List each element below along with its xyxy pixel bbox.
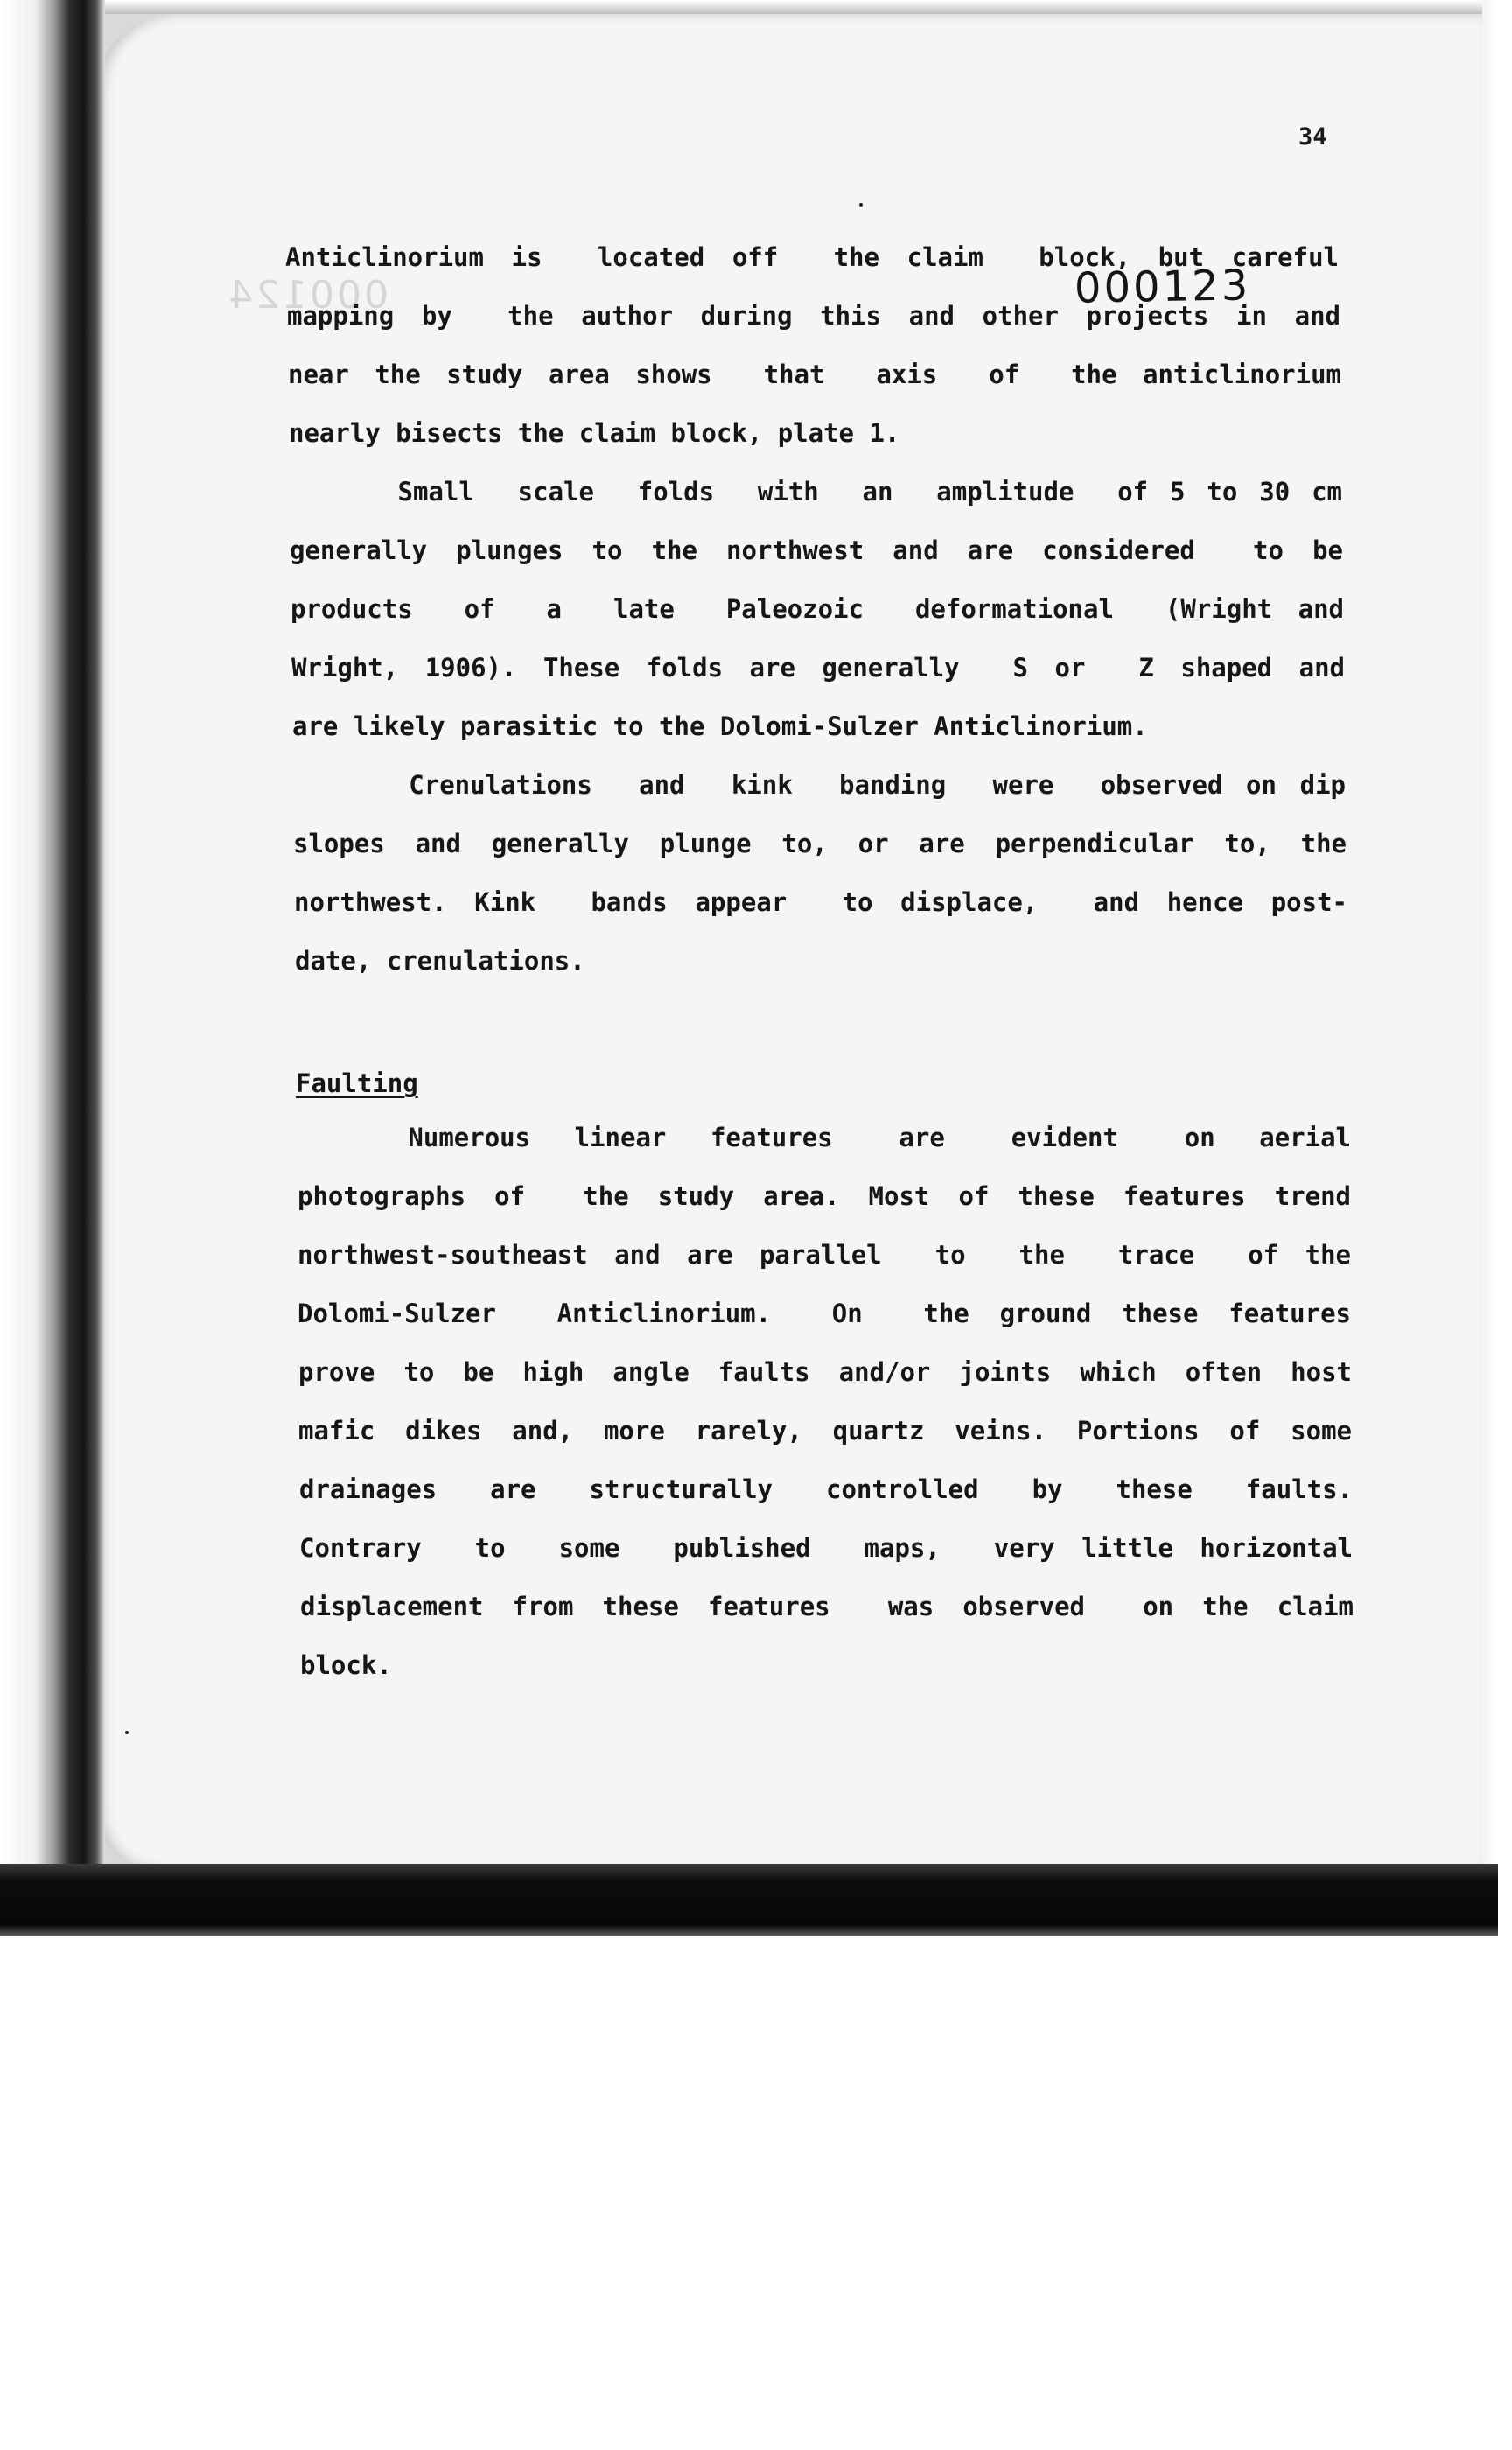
text-line: northwest-southeast and are parallel to the trace of the: [298, 1240, 1351, 1270]
text-line: near the study area shows that axis of the anticlinorium: [288, 360, 1341, 389]
text-line: Anticlinorium is located off the claim block, but careful: [285, 242, 1339, 272]
text-line: Small scale folds with an amplitude of 5 to 30 cm: [289, 477, 1342, 507]
scan-bottom-shadow: [0, 1864, 1498, 1936]
scan-speck: [859, 203, 863, 206]
document-stamp: 000123: [1074, 261, 1251, 313]
text-line: northwest. Kink bands appear to displace, and hence post-: [294, 887, 1348, 917]
text-line: date, crenulations.: [295, 946, 585, 976]
text-line: photographs of the study area. Most of these features trend: [298, 1181, 1351, 1211]
text-line: Wright, 1906). These folds are generally S or Z shaped and: [291, 653, 1345, 682]
text-line: Contrary to some published maps, very little horizontal: [299, 1533, 1353, 1563]
text-line: mapping by the author during this and other projects in and: [287, 301, 1340, 331]
text-line: Numerous linear features are evident on aerial: [298, 1123, 1351, 1152]
text-line: displacement from these features was observed on the claim: [300, 1592, 1354, 1621]
text-line: Dolomi-Sulzer Anticlinorium. On the ground these features: [298, 1298, 1351, 1328]
text-line: prove to be high angle faults and/or joints which often host: [298, 1357, 1352, 1387]
text-line: nearly bisects the claim block, plate 1.: [289, 418, 900, 448]
section-heading-faulting: Faulting: [296, 1068, 418, 1098]
text-line: are likely parasitic to the Dolomi-Sulzer Anticlinorium.: [292, 711, 1148, 741]
page-number: 34: [1298, 123, 1327, 150]
text-line: products of a late Paleozoic deformational (Wright and: [290, 594, 1344, 624]
text-line: drainages are structurally controlled by these faults.: [299, 1474, 1353, 1504]
bleed-through-stamp: 000124: [226, 273, 388, 318]
book-spine-shadow: [0, 0, 105, 1936]
text-line: generally plunges to the northwest and are considered to be: [290, 536, 1343, 565]
text-line: Crenulations and kink banding were observed on dip: [292, 770, 1346, 800]
text-line: block.: [300, 1650, 392, 1680]
scan-right-edge: [1482, 0, 1498, 1936]
scan-top-edge: [0, 0, 1498, 14]
scan-speck: [125, 1731, 129, 1734]
text-line: slopes and generally plunge to, or are perpendicular to, the: [293, 829, 1347, 858]
text-line: mafic dikes and, more rarely, quartz veins. Portions of some: [298, 1416, 1352, 1446]
